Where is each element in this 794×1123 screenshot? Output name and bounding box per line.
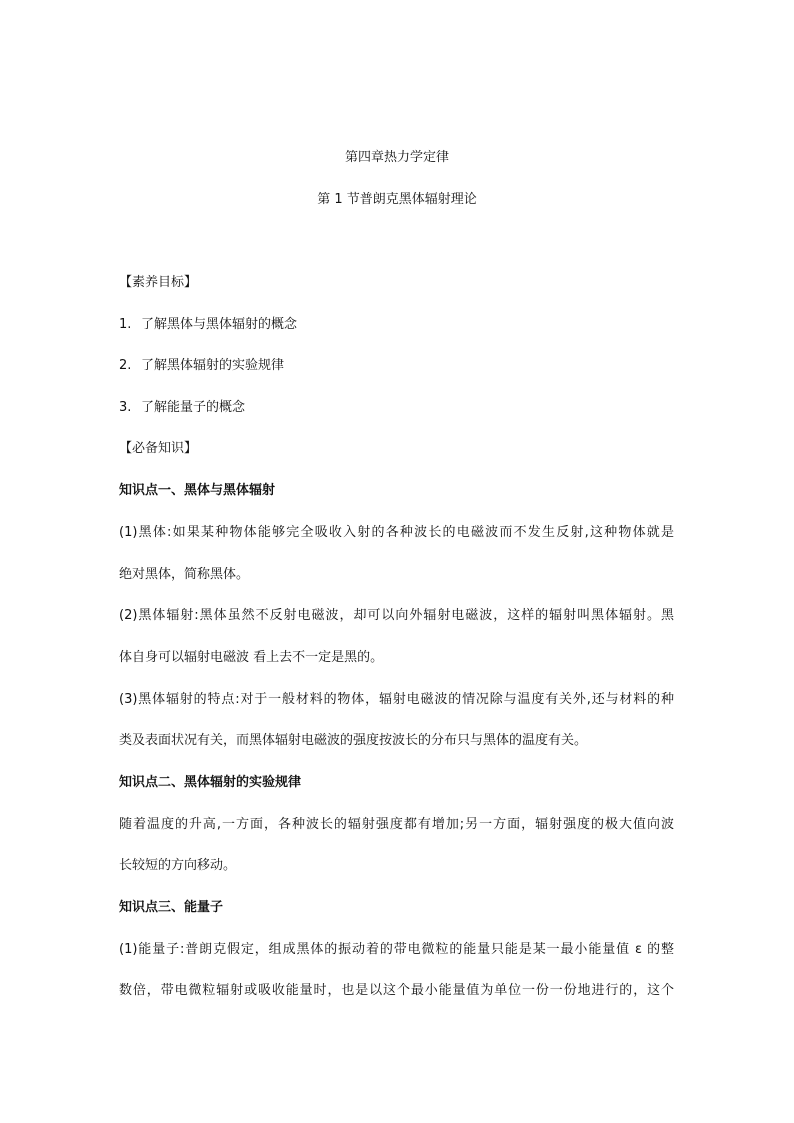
goal-item-2 [119, 358, 284, 374]
paragraph-quantum-line-2: 数倍，带电微粒辐射或吸收能量时，也是以这个最小能量值为单位一份一份地进行的，这个 [119, 983, 674, 998]
section-title: 第 1 节普朗克黑体辐射理论 [317, 192, 477, 207]
knowledge-heading: 【必备知识】 [119, 441, 198, 456]
paragraph-radiation-line-2: 体自身可以辐射电磁波 看上去不一定是黑的。 [119, 650, 384, 665]
paragraph-radiation-line-1: (2)黑体辐射:黑体虽然不反射电磁波，却可以向外辐射电磁波，这样的辐射叫黑体辐射。黑 [119, 608, 674, 623]
goals-heading: 【素养目标】 [119, 275, 198, 290]
goal-item-text: 了解黑体辐射的实验规律 [141, 358, 285, 373]
knowledge-point-2-title: 知识点二、黑体辐射的实验规律 [119, 775, 302, 790]
goal-item-1 [119, 317, 297, 333]
paragraph-features-line-1: (3)黑体辐射的特点:对于一般材料的物体，辐射电磁波的情况除与温度有关外,还与材料的种 [119, 692, 674, 707]
paragraph-quantum-line-1: (1)能量子:普朗克假定，组成黑体的振动着的带电微粒的能量只能是某一最小能量值 ε 的整 [119, 942, 674, 957]
goal-item-number: 1. [119, 317, 132, 332]
knowledge-point-3-title: 知识点三、能量子 [119, 900, 224, 915]
goal-item-number: 3. [119, 400, 132, 415]
paragraph-law-line-2: 长较短的方向移动。 [119, 858, 237, 873]
knowledge-point-1-title: 知识点一、黑体与黑体辐射 [119, 483, 276, 498]
goal-item-text: 了解黑体与黑体辐射的概念 [141, 317, 298, 332]
paragraph-blackbody-line-2: 绝对黑体，简称黑体。 [119, 567, 250, 582]
paragraph-features-line-2: 类及表面状况有关，而黑体辐射电磁波的强度按波长的分布只与黑体的温度有关。 [119, 733, 588, 748]
goal-item-3 [119, 400, 245, 416]
chapter-title: 第四章热力学定律 [344, 150, 449, 165]
paragraph-blackbody-line-1: (1)黑体:如果某种物体能够完全吸收入射的各种波长的电磁波而不发生反射,这种物体就是 [119, 525, 674, 540]
goal-item-number: 2. [119, 358, 132, 373]
goal-item-text: 了解能量子的概念 [141, 400, 246, 415]
paragraph-law-line-1: 随着温度的升高,一方面，各种波长的辐射强度都有增加;另一方面，辐射强度的极大值向波 [119, 817, 674, 832]
